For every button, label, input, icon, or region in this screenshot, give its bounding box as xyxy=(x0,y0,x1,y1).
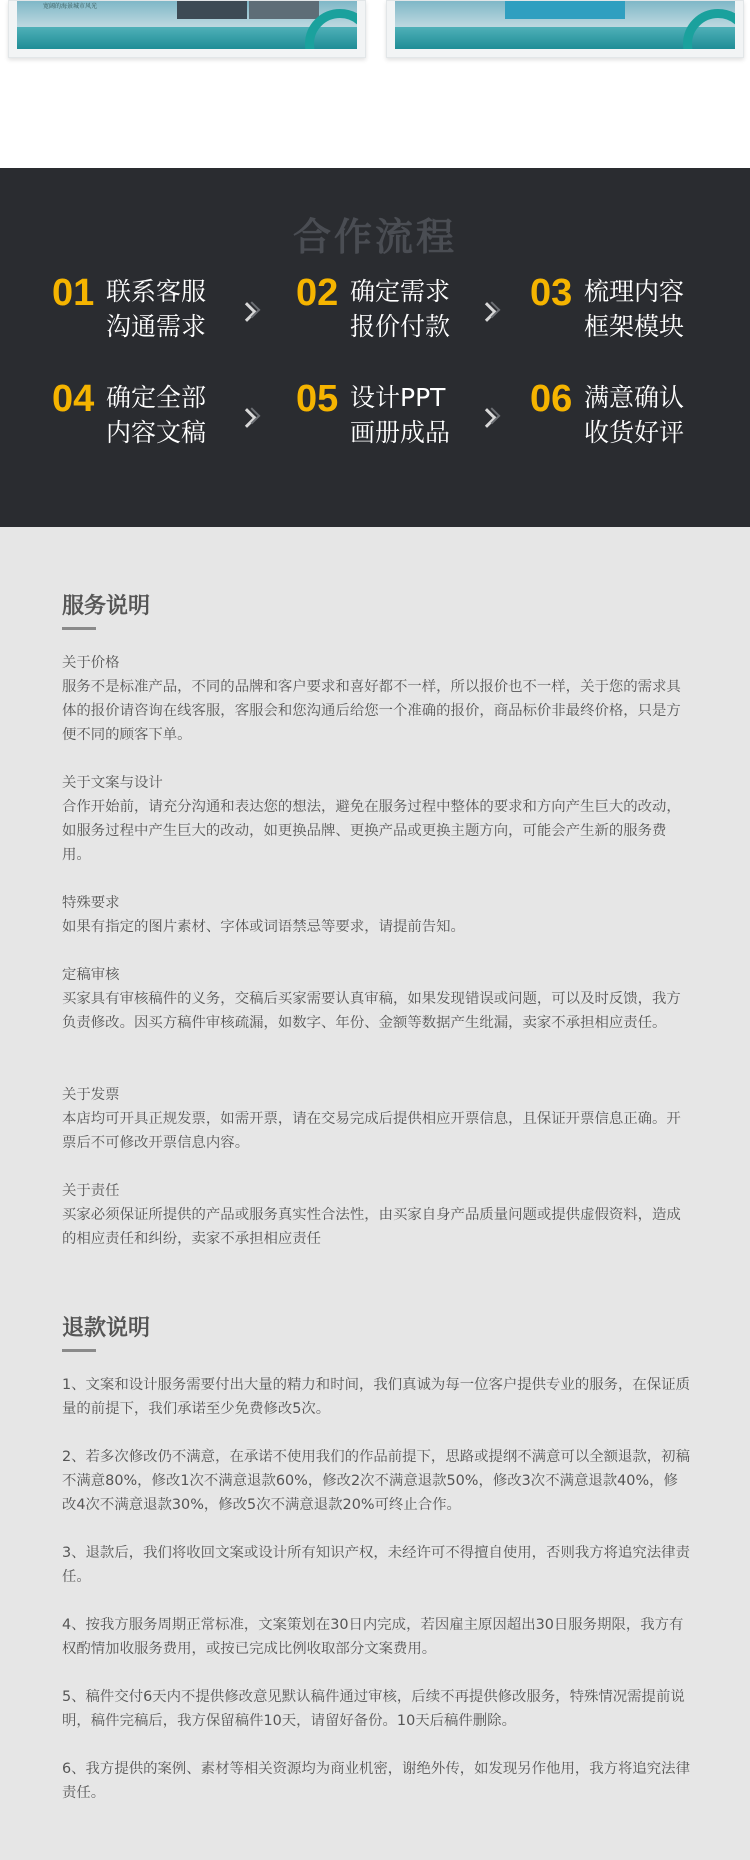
building-shape xyxy=(505,1,625,19)
service-item-copy-design xyxy=(62,771,690,867)
refund-item: 1、文案和设计服务需要付出大量的精力和时间，我们真诚为每一位客户提供专业的服务，在保证质量的前提下，我们承诺至少免费修改5次。 xyxy=(62,1377,690,1417)
item-heading: 关于责任 xyxy=(62,1183,120,1199)
step-number: 01 xyxy=(52,272,95,314)
photo-caption: 宽阔的海景城市风光 xyxy=(43,3,98,10)
item-body: 合作开始前，请充分沟通和表达您的想法，避免在服务过程中整体的要求和方向产生巨大的改动，如服务过程中产生巨大的改动，如更换品牌、更换产品或更换主题方向，可能会产生新的服务费用。 xyxy=(62,799,681,863)
step-line: 确定需求 xyxy=(350,277,451,306)
step-line: 收货好评 xyxy=(584,418,685,447)
title-underline xyxy=(62,627,96,630)
decor-curve xyxy=(683,9,735,49)
top-strip xyxy=(0,0,750,168)
chevron-right-icon xyxy=(237,408,257,428)
item-heading: 特殊要求 xyxy=(62,895,120,911)
cityscape-photo xyxy=(17,1,357,49)
step-line: 报价付款 xyxy=(350,312,451,341)
step-number: 04 xyxy=(52,378,95,420)
info-section xyxy=(0,527,750,1860)
step-number: 06 xyxy=(530,378,573,420)
title-underline xyxy=(62,1349,96,1352)
item-body: 服务不是标准产品，不同的品牌和客户要求和喜好都不一样，所以报价也不一样，关于您的需求具体的报价请咨询在线客服，客服会和您沟通后给您一个准确的报价，商品标价非最终价格，只是方便不同的顾客下单。 xyxy=(62,679,681,743)
step-number: 03 xyxy=(530,272,573,314)
step-text xyxy=(106,274,206,344)
step-line: 框架模块 xyxy=(584,312,685,341)
step-text xyxy=(350,380,450,450)
chevron-right-icon xyxy=(477,302,497,322)
step-text xyxy=(106,380,206,450)
step-number: 05 xyxy=(296,378,339,420)
refund-item: 5、稿件交付6天内不提供修改意见默认稿件通过审核，后续不再提供修改服务，特殊情况需提前说明，稿件完稿后，我方保留稿件10天，请留好备份。10天后稿件删除。 xyxy=(62,1689,685,1729)
step-line: 画册成品 xyxy=(350,418,451,447)
step-text xyxy=(584,274,684,344)
item-body: 买家具有审核稿件的义务，交稿后买家需要认真审稿，如果发现错误或问题，可以及时反馈，我方负责修改。因买方稿件审核疏漏，如数字、年份、金额等数据产生纰漏，卖家不承担相应责任。 xyxy=(62,991,681,1031)
building-shape xyxy=(249,1,319,19)
refund-item: 2、若多次修改仍不满意，在承诺不使用我们的作品前提下，思路或提纲不满意可以全额退款，初稿不满意80%，修改1次不满意退款60%，修改2次不满意退款50%，修改3次不满意退款40%，修改4次不满意退款30%，修改5次不满意退款20%可终止合作。 xyxy=(62,1449,690,1513)
refund-item: 6、我方提供的案例、素材等相关资源均为商业机密，谢绝外传，如发现另作他用，我方将追究法律责任。 xyxy=(62,1761,690,1801)
item-body: 本店均可开具正规发票，如需开票，请在交易完成后提供相应开票信息，且保证开票信息正确。开票后不可修改开票信息内容。 xyxy=(62,1111,681,1151)
refund-item: 4、按我方服务周期正常标准，文案策划在30日内完成，若因雇主原因超出30日服务期限，我方有权酌情加收服务费用，或按已完成比例收取部分文案费用。 xyxy=(62,1617,684,1657)
step-line: 确定全部 xyxy=(106,383,207,412)
step-line: 梳理内容 xyxy=(584,277,685,306)
step-text xyxy=(350,274,450,344)
refund-item: 3、退款后，我们将收回文案或设计所有知识产权，未经许可不得擅自使用，否则我方将追究法律责任。 xyxy=(62,1545,690,1585)
step-line: 设计PPT xyxy=(350,383,446,412)
step-line: 沟通需求 xyxy=(106,312,207,341)
step-line: 满意确认 xyxy=(584,383,685,412)
service-item-liability xyxy=(62,1179,690,1251)
chevron-right-icon xyxy=(477,408,497,428)
chevron-right-icon xyxy=(237,302,257,322)
service-item-price xyxy=(62,651,690,747)
item-heading: 关于发票 xyxy=(62,1087,120,1103)
photo-card-right xyxy=(386,0,744,58)
step-text xyxy=(584,380,684,450)
refund-title: 退款说明 xyxy=(62,1316,151,1341)
service-item-special xyxy=(62,891,690,939)
item-heading: 关于文案与设计 xyxy=(62,775,163,791)
step-line: 联系客服 xyxy=(106,277,207,306)
service-item-invoice xyxy=(62,1083,690,1155)
photo-card-left xyxy=(8,0,366,58)
item-heading: 定稿审核 xyxy=(62,967,120,983)
cityscape-photo xyxy=(395,1,735,49)
building-shape xyxy=(177,1,247,19)
service-title: 服务说明 xyxy=(62,594,151,619)
service-item-review xyxy=(62,963,690,1035)
step-line: 内容文稿 xyxy=(106,418,207,447)
process-section xyxy=(0,168,750,527)
process-title: 合作流程 xyxy=(292,215,457,259)
item-body: 买家必须保证所提供的产品或服务真实性合法性，由买家自身产品质量问题或提供虚假资料，造成的相应责任和纠纷，卖家不承担相应责任 xyxy=(62,1207,681,1247)
item-heading: 关于价格 xyxy=(62,655,120,671)
step-number: 02 xyxy=(296,272,339,314)
item-body: 如果有指定的图片素材、字体或词语禁忌等要求，请提前告知。 xyxy=(62,919,465,935)
